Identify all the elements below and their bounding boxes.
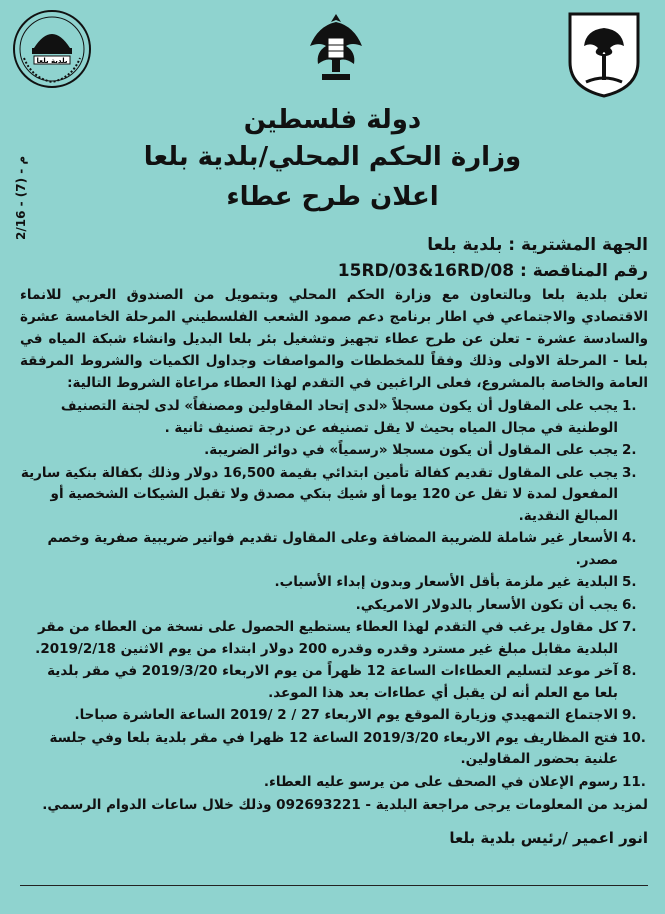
item-number: 4. <box>622 530 637 546</box>
item-number: 11. <box>622 773 646 790</box>
side-reference-code: 2/16 - (7) - م <box>14 155 28 240</box>
announcement-body <box>20 232 648 850</box>
list-item <box>20 661 637 704</box>
list-item <box>20 728 646 771</box>
tree-emblem-logo <box>556 8 652 98</box>
conditions-list <box>20 396 648 793</box>
item-text: يجب على المقاول أن يكون مسجلا «رسمياً» في دوائر الضريبة. <box>204 442 618 458</box>
item-number: 8. <box>622 663 637 679</box>
item-text: آخر موعد لتسليم العطاءات الساعة 12 ظهراً من يوم الاربعاء 2019/3/20 في مقر بلدية بلعا مع العلم أنه لن يقبل أي عطاءات بعد هذا الموعد. <box>47 663 618 701</box>
palestine-eagle-emblem <box>306 8 366 88</box>
list-item <box>20 396 637 439</box>
signature-line: انور اعمير /رئيس بلدية بلعا <box>449 829 648 847</box>
ministry-title: وزارة الحكم المحلي/بلدية بلعا <box>143 142 522 172</box>
list-item <box>20 705 637 727</box>
country-title: دولة فلسطين <box>243 105 422 135</box>
item-text: الأسعار غير شاملة للضريبة المضافة وعلى المقاول تقديم فواتير ضريبية صفرية وخصم مصدر. <box>47 530 618 568</box>
item-number: 6. <box>622 596 637 613</box>
logo-left-text: بلدية بلعا <box>36 57 68 65</box>
item-number: 7. <box>622 619 637 635</box>
item-number: 10. <box>622 729 646 746</box>
item-text: كل مقاول يرغب في التقدم لهذا العطاء يستطيع الحصول على نسخة من العطاء من مقر البلدية مقابل مبلغ غير مسترد وقدره وقدره 200 دولار ابتداء من يوم الاثنين 2019/2/18. <box>35 619 618 657</box>
item-text: رسوم الإعلان في الصحف على من يرسو عليه العطاء. <box>263 773 618 790</box>
tender-number-line: رقم المناقصة : 15RD/03&16RD/08 <box>337 261 648 281</box>
municipality-dome-logo <box>12 8 92 90</box>
list-item <box>20 440 637 462</box>
list-item <box>20 617 637 660</box>
contact-paragraph: لمزيد من المعلومات يرجى مراجعة البلدية - 092693221 وذلك خلال ساعات الدوام الرسمي. <box>42 797 648 813</box>
item-number: 1. <box>622 398 637 414</box>
item-text: البلدية غير ملزمة بأقل الأسعار وبدون إبداء الأسباب. <box>274 574 618 590</box>
item-text: فتح المظاريف يوم الاربعاء 2019/3/20 الساعة 12 ظهرا في مقر بلدية بلعا وفي جلسة علنية بحضور المقاولين. <box>49 729 618 767</box>
item-number: 9. <box>622 707 637 723</box>
item-number: 2. <box>622 442 637 458</box>
item-text: يجب أن تكون الأسعار بالدولار الامريكي. <box>355 596 618 613</box>
item-text: الاجتماع التمهيدي وزيارة الموقع يوم الاربعاء 27 / 2 /2019 الساعة العاشرة صباحا. <box>74 707 618 723</box>
list-item <box>20 595 637 617</box>
list-item <box>20 572 637 594</box>
item-number: 3. <box>622 464 637 481</box>
list-item <box>20 772 646 794</box>
announcement-title: اعلان طرح عطاء <box>226 182 439 212</box>
bottom-divider <box>20 885 648 886</box>
list-item <box>20 528 637 571</box>
buyer-line: الجهة المشترية : بلدية بلعا <box>427 235 648 255</box>
intro-paragraph: تعلن بلدية بلعا وبالتعاون مع وزارة الحكم المحلي وبتمويل من الصندوق العربي للانماء الاقتصادي والاجتماعي في اطار برنامج دعم صمود الشعب الفلسطيني المرحلة الخامسة عشرة والسادسة عشرة - تعلن عن طرح عطاء تجهيز وتشغيل بئر بلعا البديل وانشاء شبكة المياه في بلعا - المرحلة الاولى وذلك وفقاً للمخططات والمواصفات وجداول الكميات والشروط المرفقة العامة والخاصة بالمشروع، فعلى الراغبين في التقدم لهذا العطاء مراعاة الشروط التالية: <box>20 287 648 391</box>
item-text: يجب على المقاول أن يكون مسجلاً «لدى إتحاد المقاولين ومصنفاً» لدى لجنة التصنيف الوطنية في مجال المياه بحيث لا يقل تصنيفه عن درجة تصنيف ثانية . <box>60 398 618 436</box>
item-number: 5. <box>622 574 637 590</box>
list-item <box>20 463 637 528</box>
item-text: يجب على المقاول تقديم كفالة تأمين ابتدائي بقيمة 16,500 دولار وذلك بكفالة بنكية سارية المفعول لمدة لا تقل عن 120 يوما أو شيك بنكي مصدق ولا تقبل الشيكات الشخصية أو المبالغ النقدية. <box>20 464 618 524</box>
